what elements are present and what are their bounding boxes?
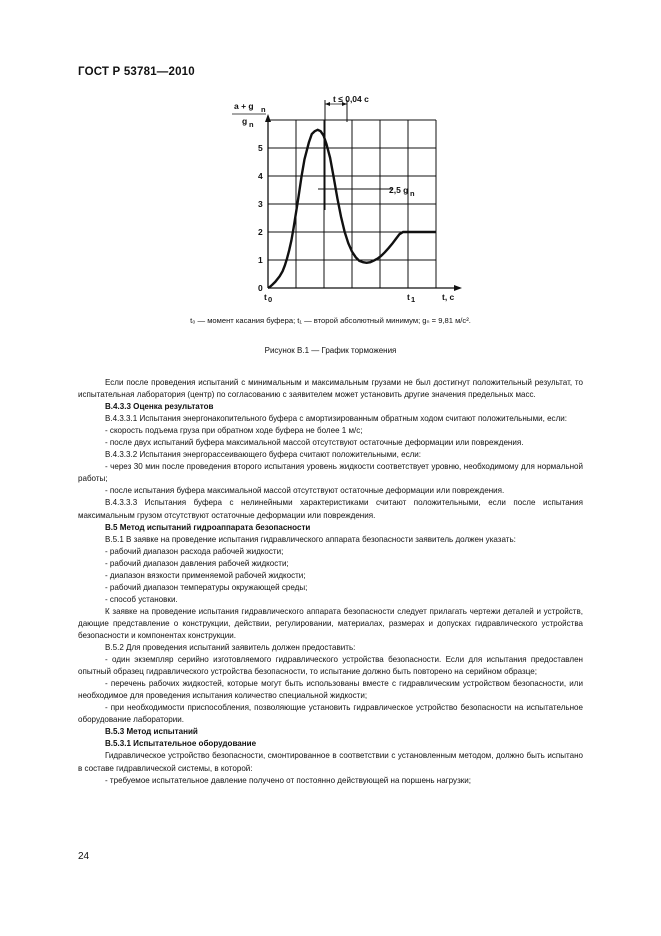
x-mark-t0: t: [264, 292, 267, 302]
figure-title: Рисунок В.1 — График торможения: [264, 346, 397, 355]
deceleration-chart: [0, 0, 661, 310]
x-mark-t0-sub: 0: [268, 295, 273, 304]
interval-arrow-left: [325, 102, 330, 106]
list-item: - при необходимости приспособления, позволяющие установить гидравлическое устройство безопасности на испытательное оборудование лаборатории.: [78, 703, 583, 725]
list-item: - после испытания буфера максимальной массой отсутствуют остаточные деформации или повреждения.: [105, 486, 505, 496]
list-item: - скорость подъема груза при обратном ходе буфера не более 1 м/с;: [105, 426, 363, 436]
y-tick-label: 4: [258, 171, 263, 181]
y-tick-label: 2: [258, 227, 263, 237]
y-axis-label-denominator: g: [242, 116, 248, 126]
section-heading: В.4.3.3 Оценка результатов: [105, 402, 214, 412]
y-axis-label-numerator-sub: n: [261, 105, 266, 114]
paragraph: В.4.3.3.2 Испытания энергорассеивающего буфера считают положительными, если:: [105, 450, 422, 460]
paragraph: В.5.1 В заявке на проведение испытания гидравлического аппарата безопасности заявитель должен указать:: [105, 534, 516, 544]
paragraph: К заявке на проведение испытания гидравлического аппарата безопасности следует прилагать чертежи деталей и устройств, дающие представление о конструкции, действии, регулировании, материалах, размерах и допусках гидравлического устройства безопасности и компонентах конструкции.: [78, 606, 583, 640]
list-item: - требуемое испытательное давление получено от постоянно действующей на поршень нагрузки;: [105, 775, 472, 785]
list-item: - через 30 мин после проведения второго испытания уровень жидкости соответствует уровню, необходимому для нормальной работы;: [78, 462, 583, 484]
list-item: - после двух испытаний буфера максимальной массой отсутствуют остаточные деформации или повреждения.: [105, 438, 524, 448]
interval-label: t ≤ 0,04 c: [333, 94, 369, 104]
y-axis-arrow: [265, 114, 271, 122]
y-tick-label: 1: [258, 255, 263, 265]
x-mark-t1-sub: 1: [411, 295, 416, 304]
section-heading: В.5.3.1 Испытательное оборудование: [105, 739, 257, 749]
section-heading: В.5.3 Метод испытаний: [105, 727, 198, 737]
list-item: - способ установки.: [105, 594, 178, 604]
level-label: 2,5 g: [389, 185, 409, 195]
y-tick-label: 0: [258, 283, 263, 293]
document-header: ГОСТ Р 53781—2010: [78, 66, 195, 78]
page-number: 24: [78, 851, 90, 862]
y-axis-label-numerator: a + g: [234, 101, 254, 111]
paragraph: В.4.3.3.1 Испытания энергонакопительного буфера с амортизированным обратным ходом считают положительными, если:: [105, 414, 567, 424]
paragraph: Гидравлическое устройство безопасности, смонтированное в соответствии с установленным методом, должно быть испытано в составе гидравлической системы, в которой:: [78, 751, 583, 773]
list-item: - рабочий диапазон давления рабочей жидкости;: [105, 558, 289, 568]
x-mark-t1: t: [407, 292, 410, 302]
paragraph: Если после проведения испытаний с минимальным и максимальным грузами не был достигнут положительный результат, то испытательная лаборатория (центр) по согласованию с заявителем может установить другие значения предельных масс.: [78, 378, 583, 400]
list-item: - перечень рабочих жидкостей, которые могут быть использованы вместе с гидравлическим устройством безопасности, или необходимое для проведения испытания количество специальной жидкости;: [78, 679, 583, 701]
list-item: - рабочий диапазон температуры окружающей среды;: [105, 582, 308, 592]
section-heading: В.5 Метод испытаний гидроаппарата безопасности: [105, 522, 311, 532]
figure-legend: t₀ — момент касания буфера; t₁ — второй абсолютный минимум; gₙ = 9,81 м/с².: [190, 316, 471, 325]
list-item: - рабочий диапазон расхода рабочей жидкости;: [105, 546, 284, 556]
list-item: - один экземпляр серийно изготовляемого гидравлического устройства безопасности. Если для испытания предоставлен опытный образец гидравлического устройства безопасности, то испытание должно быть повторено на серийном образце;: [78, 655, 583, 677]
x-axis-arrow: [454, 285, 462, 291]
x-axis-label: t, c: [442, 292, 455, 302]
body-text: [78, 377, 583, 787]
paragraph: В.4.3.3.3 Испытания буфера с нелинейными характеристиками считают положительными, если после испытания максимальным грузом отсутствуют остаточные деформации или повреждения.: [78, 498, 583, 520]
level-label-sub: n: [410, 189, 415, 198]
y-tick-label: 5: [258, 143, 263, 153]
list-item: - диапазон вязкости применяемой рабочей жидкости;: [105, 570, 306, 580]
y-tick-label: 3: [258, 199, 263, 209]
y-axis-label-denominator-sub: n: [249, 120, 254, 129]
paragraph: В.5.2 Для проведения испытаний заявитель должен предоставить:: [105, 643, 356, 653]
chart-grid: [268, 120, 436, 288]
